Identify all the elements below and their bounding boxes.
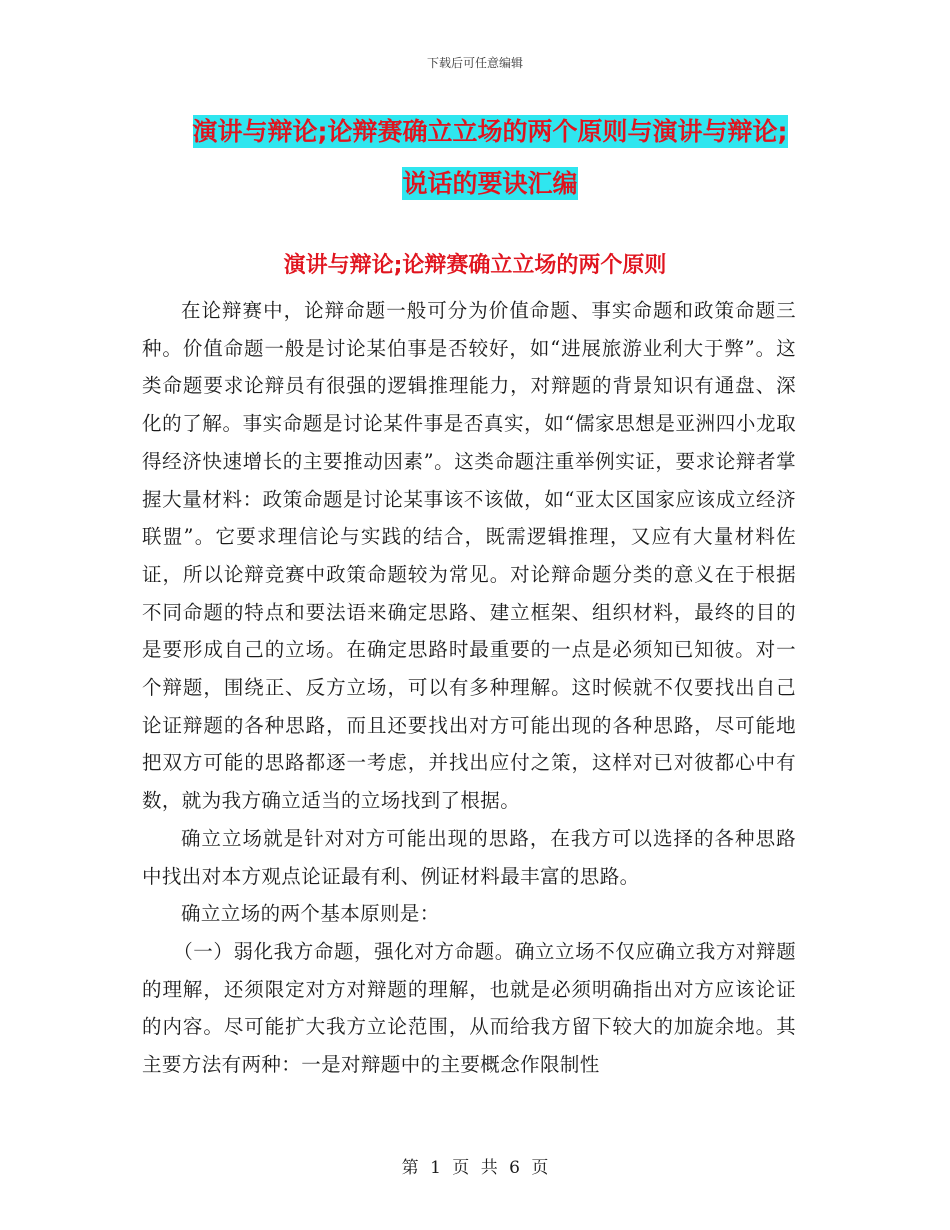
paragraph: 在论辩赛中，论辩命题一般可分为价值命题、事实命题和政策命题三种。价值命题一般是讨论某伯事是否较好，如“进展旅游业利大于弊”。这类命题要求论辩员有很强的逻辑推理能力，对辩题的背景知识有通盘、深化的了解。事实命题是讨论某件事是否真实，如“儒家思想是亚洲四小龙取得经济快速增长的主要推动因素”。这类命题注重举例实证，要求论辩者掌握大量材料：政策命题是讨论某事该不该做，如“亚太区国家应该成立经济联盟”。它要求理信论与实践的结合，既需逻辑推理，又应有大量材料佐证，所以论辩竞赛中政策命题较为常见。对论辩命题分类的意义在于根据不同命题的特点和要法语来确定思路、建立框架、组织材料，最终的目的是要形成自己的立场。在确定思路时最重要的一点是必须知已知彼。对一个辩题，围绕正、反方立场，可以有多种理解。这时候就不仅要找出自己论证辩题的各种思路，而且还要找出对方可能出现的各种思路，尽可能地把双方可能的思路都逐一考虑，并找出应付之策，这样对已对彼都心中有数，就为我方确立适当的立场找到了根据。 bbox=[142, 299, 796, 813]
body-text bbox=[142, 292, 796, 1084]
document-title-line2: 说话的要诀汇编 bbox=[402, 169, 578, 198]
paragraph: 确立立场就是针对对方可能出现的思路，在我方可以选择的各种思路中找出对本方观点论证最有利、例证材料最丰富的思路。 bbox=[142, 826, 796, 888]
document-title-line1: 演讲与辩论;论辩赛确立立场的两个原则与演讲与辩论; bbox=[192, 117, 788, 146]
page-number-footer: 第 1 页 共 6 页 bbox=[401, 1158, 549, 1178]
header-note: 下载后可任意编辑 bbox=[426, 56, 523, 70]
section-heading: 演讲与辩论;论辩赛确立立场的两个原则 bbox=[283, 253, 667, 278]
paragraph: 确立立场的两个基本原则是： bbox=[181, 902, 440, 926]
paragraph: （一）弱化我方命题，强化对方命题。确立立场不仅应确立我方对辩题的理解，还须限定对方对辩题的理解，也就是必须明确指出对方应该论证的内容。尽可能扩大我方立论范围，从而给我方留下较大的加旋余地。其主要方法有两种：一是对辩题中的主要概念作限制性 bbox=[142, 939, 796, 1077]
document-title bbox=[130, 106, 850, 210]
